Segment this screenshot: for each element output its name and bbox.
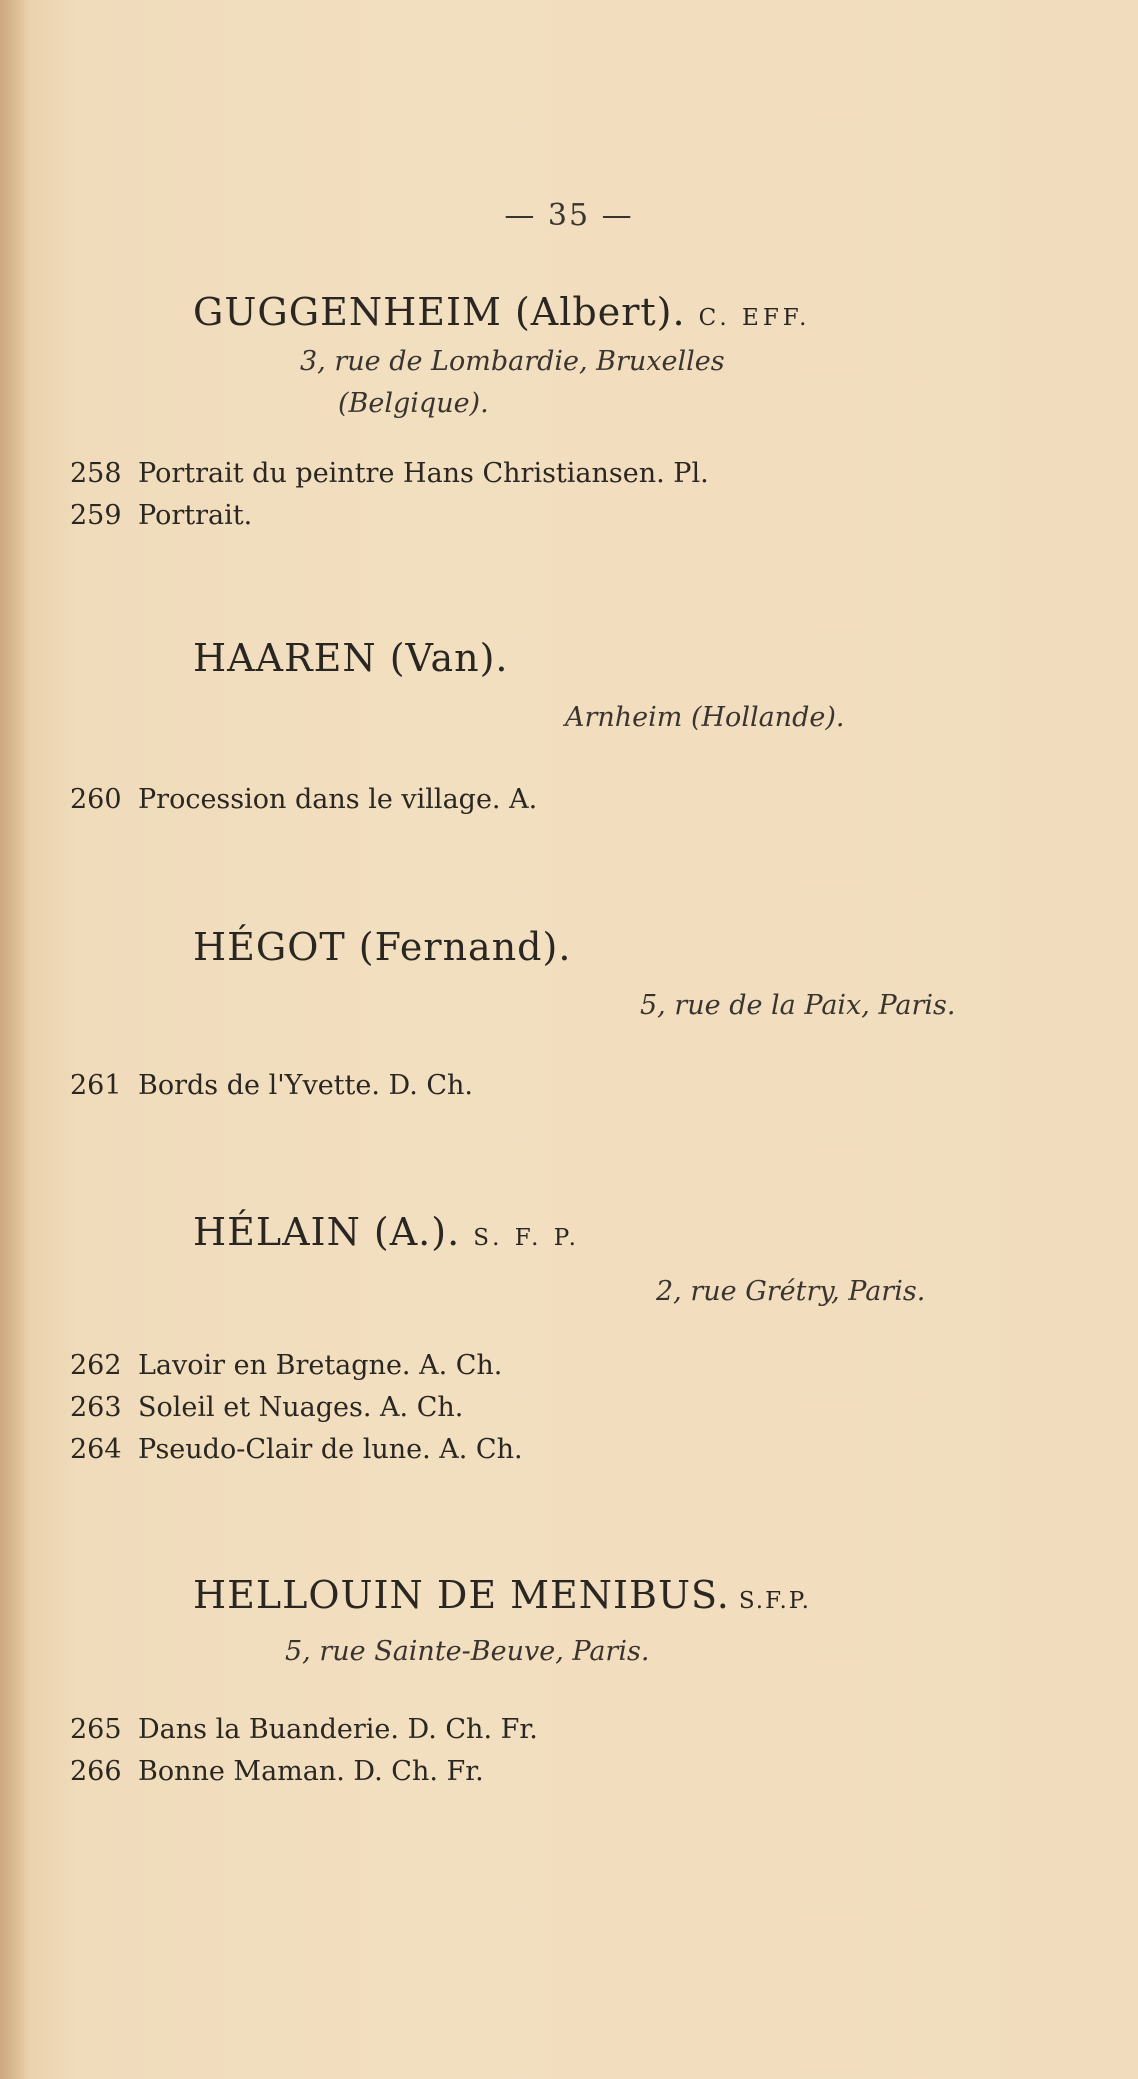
catalogue-entry — [70, 1756, 484, 1787]
catalogue-entry — [70, 1714, 538, 1745]
entry-number: 261 — [70, 1070, 122, 1101]
artist-society: S.F.P. — [738, 1588, 811, 1614]
entry-title: Bonne Maman. D. Ch. Fr. — [138, 1756, 484, 1787]
artist-name: HÉGOT (Fernand). — [193, 925, 572, 969]
artist-society: C. EFF. — [698, 305, 811, 331]
catalogue-entry — [70, 500, 252, 531]
artist-heading — [193, 1210, 580, 1254]
catalogue-entry — [70, 784, 537, 815]
artist-address: (Belgique). — [338, 388, 489, 419]
artist-address: 5, rue de la Paix, Paris. — [640, 990, 956, 1021]
entry-number: 264 — [70, 1434, 122, 1465]
artist-address: 2, rue Grétry, Paris. — [656, 1276, 926, 1307]
artist-heading — [193, 1573, 811, 1617]
catalogue-entry — [70, 458, 709, 489]
entry-number: 260 — [70, 784, 122, 815]
entry-number: 266 — [70, 1756, 122, 1787]
artist-name: GUGGENHEIM (Albert). — [193, 290, 686, 334]
artist-name: HÉLAIN (A.). — [193, 1210, 461, 1254]
entry-title: Portrait du peintre Hans Christiansen. Pl. — [138, 458, 709, 489]
entry-title: Procession dans le village. A. — [138, 784, 538, 815]
page-number: — 35 — — [504, 198, 634, 233]
artist-name: HELLOUIN DE MENIBUS. — [193, 1573, 730, 1617]
entry-number: 262 — [70, 1350, 122, 1381]
artist-name: HAAREN (Van). — [193, 636, 509, 680]
entry-number: 263 — [70, 1392, 122, 1423]
entry-number: 265 — [70, 1714, 122, 1745]
artist-address: 3, rue de Lombardie, Bruxelles — [300, 346, 725, 377]
catalogue-entry — [70, 1434, 523, 1465]
catalogue-entry — [70, 1070, 473, 1101]
catalogue-entry — [70, 1392, 463, 1423]
artist-heading — [193, 925, 571, 969]
entry-title: Dans la Buanderie. D. Ch. Fr. — [138, 1714, 538, 1745]
artist-society: S. F. P. — [473, 1225, 580, 1251]
entry-title: Pseudo-Clair de lune. A. Ch. — [138, 1434, 523, 1465]
entry-title: Soleil et Nuages. A. Ch. — [138, 1392, 464, 1423]
entry-number: 259 — [70, 500, 122, 531]
artist-heading — [193, 636, 509, 680]
artist-address: 5, rue Sainte-Beuve, Paris. — [285, 1636, 650, 1667]
entry-title: Portrait. — [138, 500, 253, 531]
entry-number: 258 — [70, 458, 122, 489]
entry-title: Bords de l'Yvette. D. Ch. — [138, 1070, 474, 1101]
catalogue-entry — [70, 1350, 502, 1381]
artist-address: Arnheim (Hollande). — [565, 702, 845, 733]
entry-title: Lavoir en Bretagne. A. Ch. — [138, 1350, 503, 1381]
artist-heading — [193, 290, 810, 334]
